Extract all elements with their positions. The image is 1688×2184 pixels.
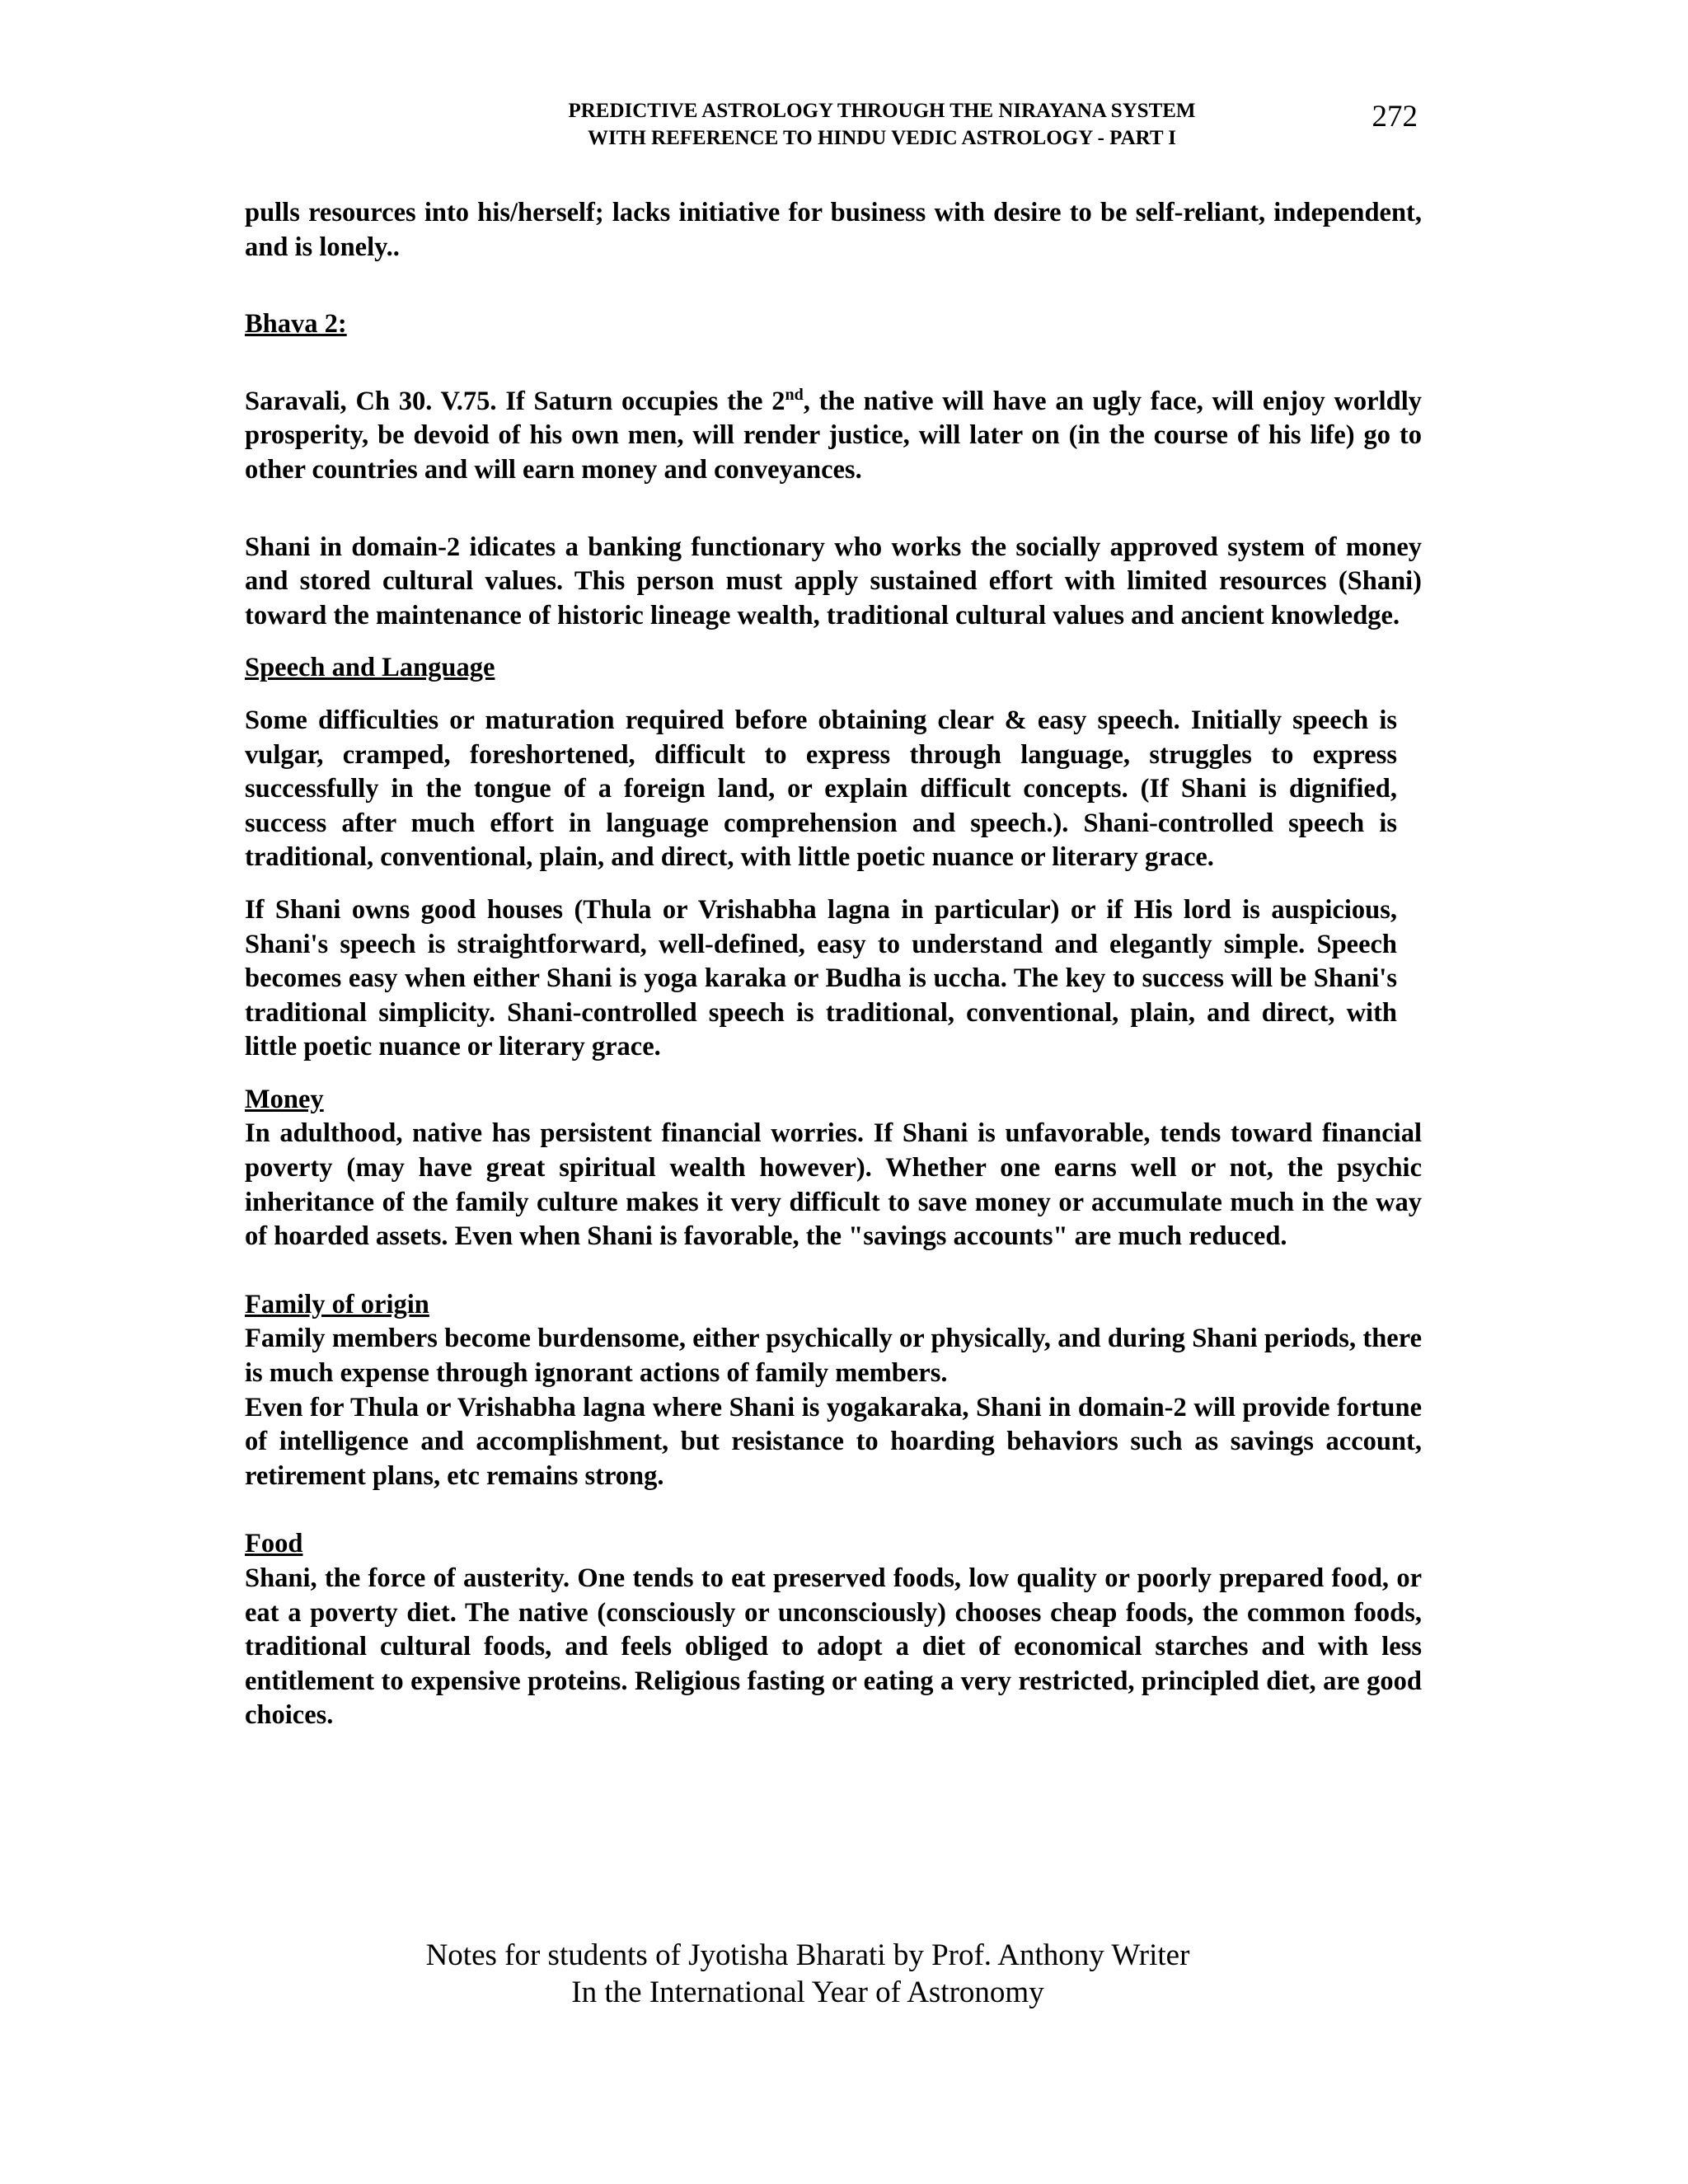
header-line-2: WITH REFERENCE TO HINDU VEDIC ASTROLOGY - PART I [587, 127, 1177, 149]
page-footer [313, 1937, 1302, 2011]
footer-line-1: Notes for students of Jyotisha Bharati by Prof. Anthony Writer [425, 1938, 1190, 1972]
running-header [346, 97, 1418, 152]
bhava-heading: Bhava 2: [245, 309, 347, 340]
page-content [245, 196, 1422, 1733]
food-paragraph: Shani, the force of austerity. One tends to eat preserved foods, low quality or poorly prepared food, or eat a poverty diet. The native (consciously or unconsciously) chooses cheap foods, the common foods, traditional cultural foods, and feels obliged to adopt a diet of economical starches and with less entitlement to expensive proteins. Religious fasting or eating a very restricted, principled diet, are good choices. [245, 1563, 1422, 1731]
money-heading: Money [245, 1084, 324, 1114]
page-number: 272 [1372, 100, 1418, 134]
header-line-1: PREDICTIVE ASTROLOGY THROUGH THE NIRAYANA SYSTEM [568, 100, 1196, 122]
ordinal-suffix: nd [785, 385, 804, 404]
saravali-text-start: Saravali, Ch 30. V.75. If Saturn occupies the 2 [245, 386, 785, 416]
saravali-text-end: , the native will have an ugly face, will enjoy worldly prosperity, be devoid of his own men, will render justice, will later on (in the course of his life) go to other countries and will earn money and conveyances. [245, 386, 1422, 485]
speech-heading: Speech and Language [245, 653, 495, 683]
speech-paragraph-2: If Shani owns good houses (Thula or Vrishabha lagna in particular) or if His lord is auspicious, Shani's speech is straightforward, well-defined, easy to understand and elegantly simple. Speech becomes easy when either Shani is yoga karaka or Budha is uccha. The key to success will be Shani's traditional simplicity. Shani-controlled speech is traditional, conventional, plain, and direct, with little poetic nuance or literary grace. [245, 894, 1397, 1062]
family-paragraph-1: Family members become burdensome, either psychically or physically, and during Shani periods, there is much expense through ignorant actions of family members. [245, 1324, 1422, 1389]
family-heading: Family of origin [245, 1289, 429, 1319]
domain-paragraph: Shani in domain-2 idicates a banking functionary who works the socially approved system of money and stored cultural values. This person must apply sustained effort with limited resources (Shani) toward the maintenance of historic lineage wealth, traditional cultural values and ancient knowledge. [245, 532, 1422, 630]
intro-paragraph: pulls resources into his/herself; lacks initiative for business with desire to be self-reliant, independent, and is lonely.. [245, 198, 1422, 262]
footer-line-2: In the International Year of Astronomy [571, 1975, 1044, 2009]
food-heading: Food [245, 1529, 303, 1559]
speech-paragraph-1: Some difficulties or maturation required before obtaining clear & easy speech. Initially speech is vulgar, cramped, foreshortened, difficult to express through language, struggles to express successfully in the tongue of a foreign land, or explain difficult concepts. (If Shani is dignified, success after much effort in language comprehension and speech.). Shani-controlled speech is traditional, conventional, plain, and direct, with little poetic nuance or literary grace. [245, 705, 1397, 873]
saravali-paragraph [245, 385, 1422, 488]
family-paragraph-2: Even for Thula or Vrishabha lagna where Shani is yogakaraka, Shani in domain-2 will provide fortune of intelligence and accomplishment, but resistance to hoarding behaviors such as savings account, retirement plans, etc remains strong. [245, 1392, 1422, 1491]
money-paragraph: In adulthood, native has persistent financial worries. If Shani is unfavorable, tends toward financial poverty (may have great spiritual wealth however). Whether one earns well or not, the psychic inheritance of the family culture makes it very difficult to save money or accumulate much in the way of hoarded assets. Even when Shani is favorable, the "savings accounts" are much reduced. [245, 1118, 1422, 1252]
